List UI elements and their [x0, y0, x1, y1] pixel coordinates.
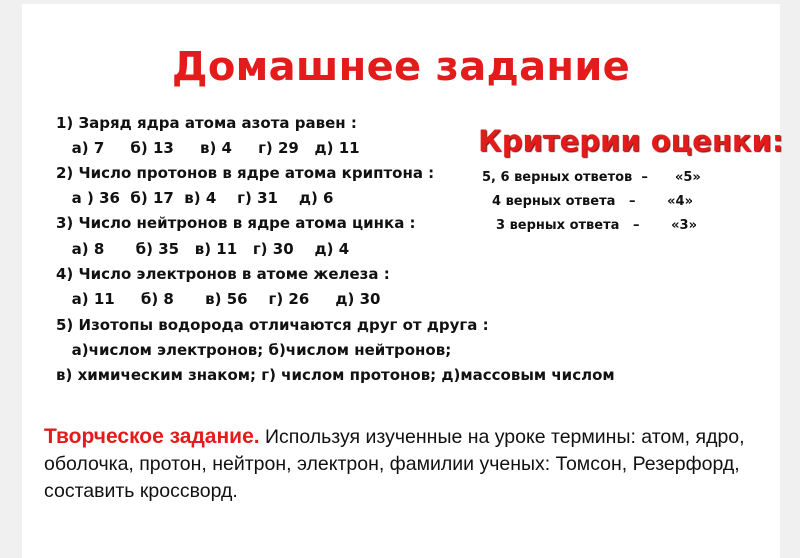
criteria-line-3: 3 верных ответа – «3» [496, 218, 697, 233]
creative-task-label: Творческое задание. [44, 425, 260, 448]
criteria-line-2: 4 верных ответа – «4» [492, 194, 693, 209]
question-line-10: а)числом электронов; б)числом нейтронов; [56, 341, 452, 359]
slide [22, 4, 784, 558]
question-line-2: а) 7 б) 13 в) 4 г) 29 д) 11 [56, 139, 360, 157]
question-line-11: в) химическим знаком; г) числом протонов; д)массовым числом [56, 366, 615, 384]
question-line-5: 3) Число нейтронов в ядре атома цинка : [56, 214, 416, 232]
question-line-9: 5) Изотопы водорода отличаются друг от друга : [56, 316, 489, 334]
criteria-line-1: 5, 6 верных ответов – «5» [482, 170, 701, 185]
creative-task [44, 423, 764, 505]
page-title: Домашнее задание [171, 44, 631, 90]
criteria-title: Критерии оценки: [478, 124, 784, 158]
question-line-4: а ) 36 б) 17 в) 4 г) 31 д) 6 [56, 189, 334, 207]
creative-task-text: Используя изученные на уроке термины: атом, ядро, оболочка, протон, нейтрон, электрон, фамилии ученых: Томсон, Резерфорд, составить кроссворд. [44, 426, 745, 502]
question-line-3: 2) Число протонов в ядре атома криптона : [56, 164, 435, 182]
question-line-6: а) 8 б) 35 в) 11 г) 30 д) 4 [56, 240, 350, 258]
question-line-7: 4) Число электронов в атоме железа : [56, 265, 390, 283]
question-line-8: а) 11 б) 8 в) 56 г) 26 д) 30 [56, 290, 381, 308]
question-line-1: 1) Заряд ядра атома азота равен : [56, 114, 357, 132]
